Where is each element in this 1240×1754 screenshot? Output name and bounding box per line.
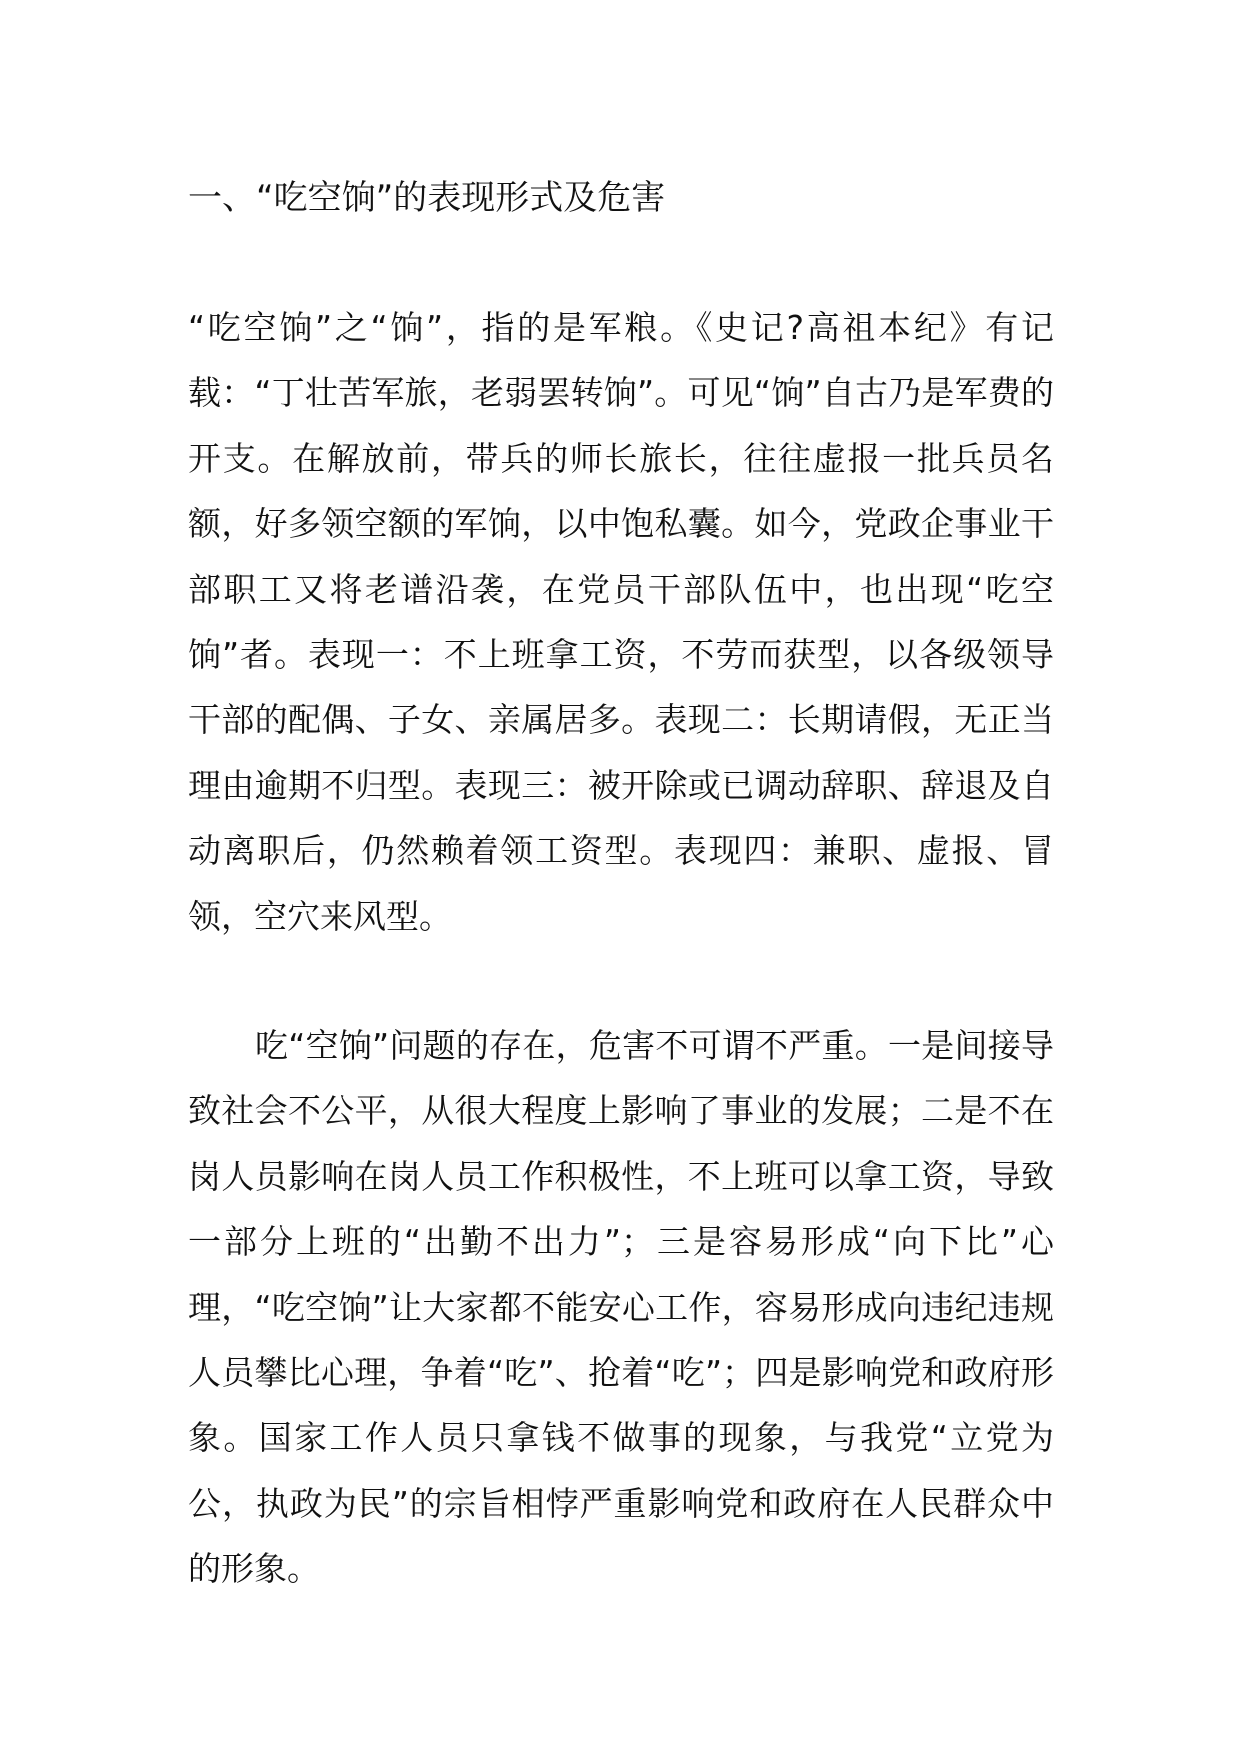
paragraph-manifestations: “吃空饷”之“饷”，指的是军粮。《史记?高祖本纪》有记载：“丁壮苦军旅，老弱罢转饷”。可见“饷”自古乃是军费的开支。在解放前，带兵的师长旅长，往往虚报一批兵员名额，好多领空额的军饷，以中饱私囊。如今，党政企事业干部职工又将老谱沿袭，在党员干部队伍中，也出现“吃空饷”者。表现一：不上班拿工资，不劳而获型，以各级领导干部的配偶、子女、亲属居多。表现二：长期请假，无正当理由逾期不归型。表现三：被开除或已调动辞职、辞退及自动离职后，仍然赖着领工资型。表现四：兼职、虚报、冒领，空穴来风型。 [188,308,1054,936]
section-heading: 一、“吃空饷”的表现形式及危害 [188,178,666,218]
paragraph-harms: 吃“空饷”问题的存在，危害不可谓不严重。一是间接导致社会不公平，从很大程度上影响了事业的发展；二是不在岗人员影响在岗人员工作积极性，不上班可以拿工资，导致一部分上班的“出勤不出力”；三是容易形成“向下比”心理，“吃空饷”让大家都不能安心工作，容易形成向违纪违规人员攀比心理，争着“吃”、抢着“吃”；四是影响党和政府形象。国家工作人员只拿钱不做事的现象，与我党“立党为公，执政为民”的宗旨相悖严重影响党和政府在人民群众中的形象。 [188,1026,1054,1589]
